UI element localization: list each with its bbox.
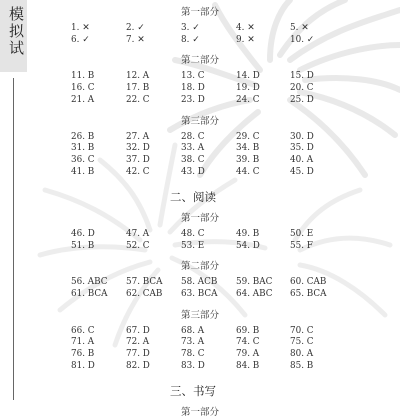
answer-item: 21. A (71, 94, 95, 105)
answer-item: 26. B (71, 131, 95, 142)
answer-item: 31. B (71, 143, 95, 154)
answer-item: 74. C (236, 337, 260, 348)
answer-item: 40. A (290, 154, 314, 165)
answer-item: 4. ✕ (236, 23, 255, 33)
answer-item: 75. C (290, 337, 314, 348)
answer-item: 10. ✓ (290, 34, 315, 45)
section-part-heading: 第三部分 (180, 309, 219, 321)
answer-item: 80. A (290, 349, 314, 359)
answer-item: 12. A (126, 71, 150, 82)
answer-item: 78. C (181, 349, 205, 359)
answer-item: 79. A (236, 349, 260, 359)
answer-item: 25. D (290, 94, 314, 105)
answer-item: 44. C (236, 166, 260, 177)
answer-item: 1. ✕ (71, 23, 90, 33)
answer-item: 8. ✓ (181, 34, 200, 45)
answer-item: 29. C (236, 131, 260, 142)
answer-item: 59. BAC (236, 277, 273, 288)
answer-item: 54. D (236, 240, 260, 251)
answer-item: 61. BCA (71, 288, 108, 299)
answer-item: 41. B (71, 166, 95, 177)
answer-item: 23. D (181, 94, 205, 105)
side-tab-label: 模拟试 (7, 6, 25, 57)
section-heading: 二、阅读 (170, 190, 216, 205)
answer-item: 76. B (71, 349, 95, 359)
section-part-heading: 第二部分 (180, 261, 219, 273)
answer-item: 51. B (71, 240, 95, 251)
answer-item: 32. D (126, 143, 150, 154)
answer-item: 67. D (126, 325, 150, 336)
section-part-heading: 第三部分 (180, 115, 219, 127)
answer-item: 2. ✓ (126, 23, 145, 33)
answer-item: 18. D (181, 83, 205, 94)
answer-item: 28. C (181, 131, 205, 142)
answer-item: 33. A (181, 143, 205, 154)
answer-item: 16. C (71, 83, 95, 94)
answer-item: 62. CAB (126, 288, 163, 299)
answer-item: 19. D (236, 83, 260, 94)
answer-item: 35. D (290, 143, 314, 154)
answer-item: 39. B (236, 154, 260, 165)
answer-item: 3. ✓ (181, 23, 200, 33)
answer-item: 57. BCA (126, 277, 163, 288)
answer-item: 84. B (236, 360, 260, 371)
answer-item: 13. C (181, 71, 205, 82)
answer-item: 71. A (71, 337, 95, 348)
section-part-heading: 第一部分 (180, 7, 219, 18)
answer-item: 81. D (71, 360, 95, 371)
answer-item: 55. F (290, 240, 313, 251)
answer-item: 17. B (126, 83, 150, 94)
answer-item: 36. C (71, 154, 95, 165)
answer-item: 69. B (236, 325, 260, 336)
answer-item: 64. ABC (236, 288, 273, 299)
answer-item: 82. D (126, 360, 150, 371)
answer-item: 53. E (181, 240, 205, 251)
answer-item: 42. C (126, 166, 150, 177)
answer-item: 72. A (126, 337, 150, 348)
answer-item: 27. A (126, 131, 150, 142)
answer-item: 43. D (181, 166, 205, 177)
answer-item: 47. A (126, 228, 150, 239)
answer-item: 14. D (236, 71, 260, 82)
answer-item: 30. D (290, 131, 314, 142)
answer-item: 83. D (181, 360, 205, 371)
answer-item: 11. B (71, 71, 95, 82)
answer-item: 45. D (290, 166, 314, 177)
section-heading: 三、书写 (170, 384, 216, 399)
answer-item: 63. BCA (181, 288, 218, 299)
answer-item: 15. D (290, 71, 314, 82)
answer-item: 50. E (290, 228, 314, 239)
answer-item: 65. BCA (290, 288, 327, 299)
answer-item: 38. C (181, 154, 205, 165)
answer-item: 20. C (290, 83, 314, 94)
answer-item: 70. C (290, 325, 314, 336)
section-part-heading: 第一部分 (180, 406, 219, 418)
answer-item: 56. ABC (71, 277, 108, 288)
answer-item: 77. D (126, 349, 150, 359)
answer-item: 9. ✕ (236, 34, 255, 45)
answer-item: 22. C (126, 94, 150, 105)
answer-item: 66. C (71, 325, 95, 336)
answer-item: 58. ACB (181, 277, 218, 288)
section-part-heading: 第一部分 (180, 212, 219, 224)
answer-item: 6. ✓ (71, 34, 90, 45)
answer-item: 73. A (181, 337, 205, 348)
section-part-heading: 第二部分 (180, 55, 219, 67)
answer-item: 5. ✕ (290, 23, 309, 33)
answer-item: 37. D (126, 154, 150, 165)
answer-item: 7. ✕ (126, 34, 145, 45)
answer-item: 68. A (181, 325, 205, 336)
answer-item: 60. CAB (290, 277, 327, 288)
answer-item: 52. C (126, 240, 150, 251)
answer-item: 48. C (181, 228, 205, 239)
answer-item: 49. B (236, 228, 260, 239)
answer-item: 85. B (290, 360, 314, 371)
answer-item: 34. B (236, 143, 260, 154)
answer-item: 24. C (236, 94, 260, 105)
answer-item: 46. D (71, 228, 95, 239)
